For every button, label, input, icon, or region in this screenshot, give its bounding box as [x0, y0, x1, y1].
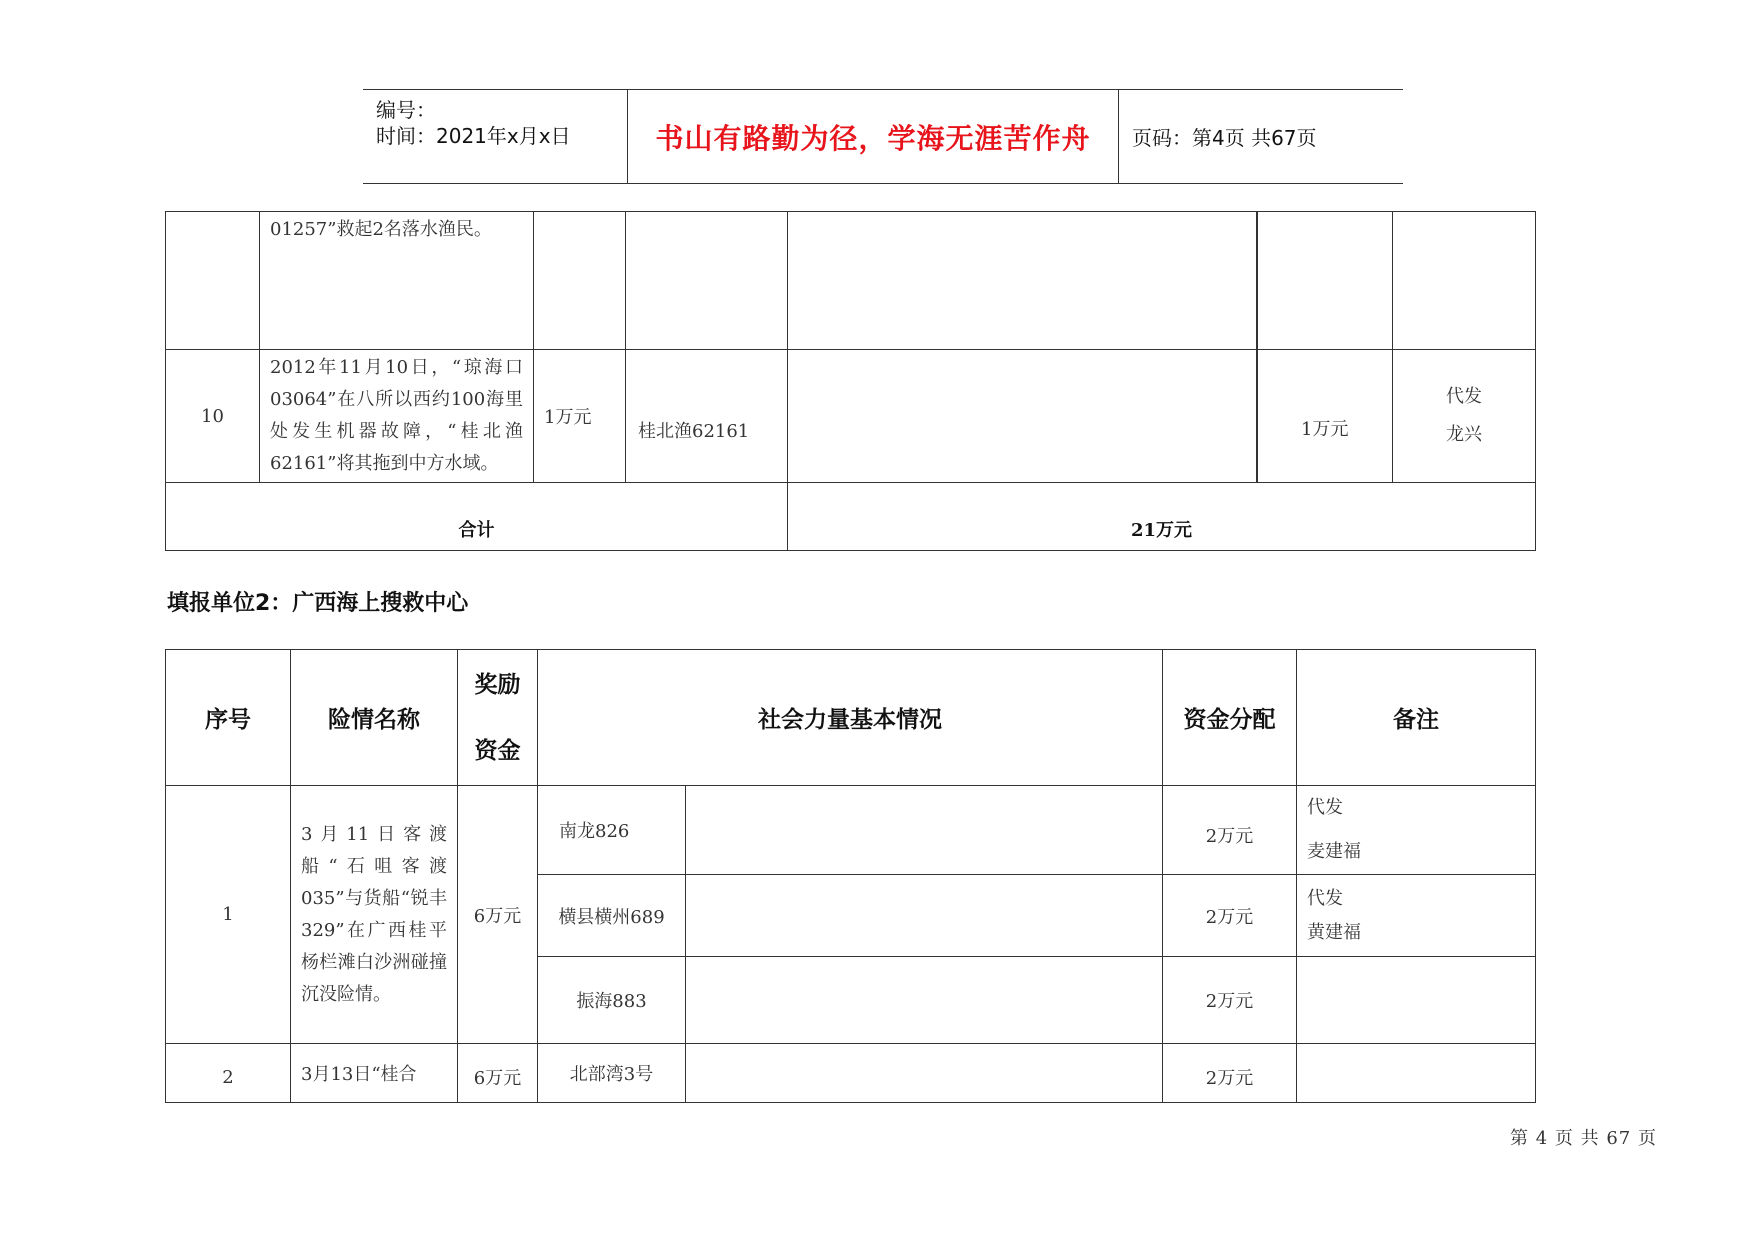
- time-label: 时间：2021年x月x日: [376, 124, 571, 148]
- remark-line: 黄建福: [1307, 921, 1361, 943]
- reward-cell: 6万元: [458, 1044, 538, 1103]
- fund-cell: 1万元: [1257, 350, 1393, 483]
- header-page-cell: [1119, 90, 1403, 183]
- reward-table-2: [165, 649, 1536, 1103]
- reward-cell: 6万元: [458, 786, 538, 1044]
- incident-desc: 01257”救起2名落水渔民。: [260, 212, 534, 350]
- info-cell: [686, 786, 1163, 875]
- header-reward: [458, 650, 538, 786]
- vessel-cell: 北部湾3号: [538, 1044, 686, 1103]
- vessel-cell: 振海883: [538, 957, 686, 1044]
- table-row: [166, 212, 1536, 350]
- incident-name: 3月11日客渡船“石咀客渡035”与货船“锐丰329”在广西桂平杨栏滩白沙洲碰撞沉没险情。: [291, 786, 458, 1044]
- vessel-cell: 桂北渔62161: [626, 350, 788, 483]
- remark-cell: [1297, 1044, 1536, 1103]
- total-row: [166, 483, 1536, 551]
- incident-name: 3月13日“桂合: [291, 1044, 458, 1103]
- vessel-cell: 横县横州689: [538, 875, 686, 957]
- header-motto-cell: [628, 90, 1119, 183]
- header-fund: 资金分配: [1163, 650, 1297, 786]
- vessel-cell: 南龙826: [538, 786, 686, 875]
- remark-cell: [1393, 350, 1536, 483]
- remark-line: 代发: [1446, 386, 1482, 407]
- table-header-row: [166, 650, 1536, 786]
- page-info: 页码：第4页 共67页: [1132, 126, 1317, 150]
- fund-cell: 2万元: [1163, 875, 1297, 957]
- page-footer: 第 4 页 共 67 页: [1510, 1128, 1657, 1149]
- header-meta: [363, 90, 628, 183]
- reward-cell: [534, 212, 626, 350]
- row-no: 2: [166, 1044, 291, 1103]
- remark-line: 代发: [1307, 887, 1343, 909]
- header-remark: 备注: [1297, 650, 1536, 786]
- reward-cell: 1万元: [534, 350, 626, 483]
- info-cell: [788, 350, 1257, 483]
- remark-cell: [1297, 786, 1536, 875]
- table-row: [166, 786, 1536, 875]
- table-row: [166, 350, 1536, 483]
- row-no: [166, 212, 260, 350]
- header-reward-line: 奖励: [474, 671, 521, 698]
- header-no: 序号: [166, 650, 291, 786]
- total-value: 21万元: [788, 483, 1536, 551]
- info-cell: [686, 875, 1163, 957]
- page-header: [363, 89, 1403, 184]
- remark-cell: [1297, 875, 1536, 957]
- header-name: 险情名称: [291, 650, 458, 786]
- remark-line: 麦建福: [1307, 841, 1361, 862]
- row-no: 1: [166, 786, 291, 1044]
- serial-label: 编号：: [376, 98, 436, 122]
- fund-cell: [1257, 212, 1393, 350]
- remark-cell: [1393, 212, 1536, 350]
- header-reward-line: 资金: [474, 737, 521, 764]
- incident-desc: 2012年11月10日，“琼海口03064”在八所以西约100海里处发生机器故障，“桂北渔62161”将其拖到中方水域。: [260, 350, 534, 483]
- reward-table-1: [165, 211, 1536, 551]
- row-no: 10: [166, 350, 260, 483]
- header-info: 社会力量基本情况: [538, 650, 1163, 786]
- remark-line: 龙兴: [1446, 424, 1482, 445]
- section-title: 填报单位2：广西海上搜救中心: [167, 591, 469, 616]
- motto: 书山有路勤为径，学海无涯苦作舟: [655, 121, 1091, 155]
- remark-line: 代发: [1307, 797, 1343, 818]
- table-row: [166, 1044, 1536, 1103]
- fund-cell: 2万元: [1163, 786, 1297, 875]
- info-cell: [788, 212, 1257, 350]
- info-cell: [686, 957, 1163, 1044]
- remark-cell: [1297, 957, 1536, 1044]
- fund-cell: 2万元: [1163, 1044, 1297, 1103]
- vessel-cell: [626, 212, 788, 350]
- total-label: 合计: [166, 483, 788, 551]
- info-cell: [686, 1044, 1163, 1103]
- fund-cell: 2万元: [1163, 957, 1297, 1044]
